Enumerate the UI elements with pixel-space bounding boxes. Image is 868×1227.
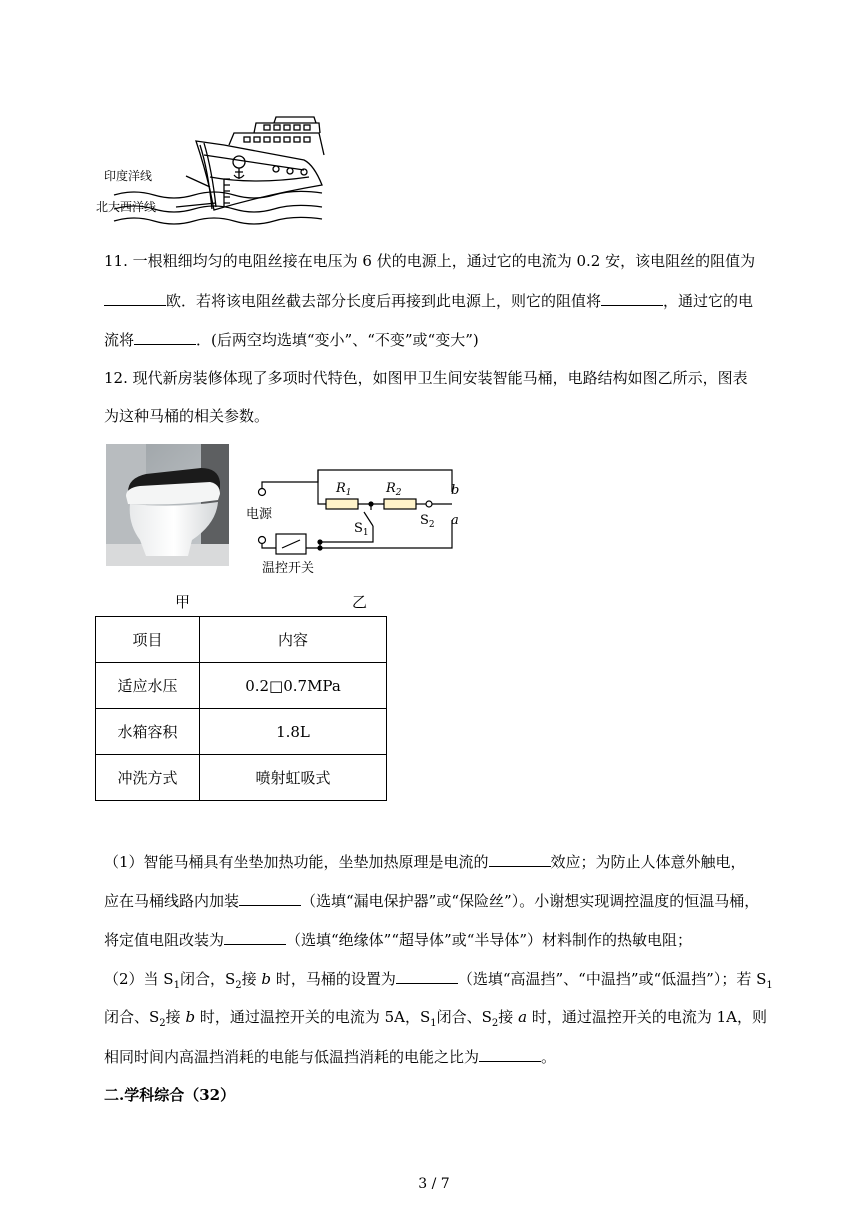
table-header-item: 项目 bbox=[96, 617, 200, 663]
answer-blank-resistance[interactable] bbox=[104, 290, 166, 306]
part1-line-2: 应在马桶线路内加装 （选填“漏电保护器”或“保险丝”）。小谢想实现调控温度的恒温马桶， bbox=[104, 892, 760, 910]
indian-ocean-line-label: 印度洋线 bbox=[104, 169, 153, 183]
q11-line-3: 流将 ．(后两空均选填“变小”、“不变”或“变大”) bbox=[104, 331, 479, 349]
page-number: 3 / 7 bbox=[418, 1176, 450, 1192]
s2-label: $S_2$ bbox=[420, 513, 435, 530]
north-atlantic-line-label: 北大西洋线 bbox=[96, 200, 157, 214]
table-row bbox=[96, 755, 387, 801]
s1-label: $S_1$ bbox=[354, 521, 369, 538]
parameter-table bbox=[95, 616, 387, 801]
caption-yi: 乙 bbox=[352, 593, 368, 611]
table-header-content: 内容 bbox=[200, 617, 387, 663]
table-cell: 喷射虹吸式 bbox=[200, 755, 387, 801]
terminal-a-label: a bbox=[451, 513, 459, 528]
ship-figure bbox=[96, 115, 329, 227]
caption-jia: 甲 bbox=[175, 593, 191, 611]
section-title: 二.学科综合（32） bbox=[104, 1086, 236, 1104]
q11-line-1: 11. 一根粗细均匀的电阻丝接在电压为 6 伏的电源上，通过它的电流为 0.2 安，该电阻丝的阻值为 bbox=[104, 252, 756, 270]
q12-line-2: 为这种马桶的相关参数。 bbox=[104, 407, 270, 425]
q11-line-2: 欧．若将该电阻丝截去部分长度后再接到此电源上，则它的阻值将 ，通过它的电 bbox=[104, 290, 753, 311]
q12-line-1: 12. 现代新房装修体现了多项时代特色，如图甲卫生间安装智能马桶，电路结构如图乙所示，图表 bbox=[104, 369, 748, 387]
answer-blank-protection-device[interactable] bbox=[239, 890, 301, 906]
power-source-label: 电源 bbox=[246, 507, 273, 522]
answer-blank-material[interactable] bbox=[224, 929, 286, 945]
answer-blank-current-effect[interactable] bbox=[489, 851, 551, 867]
table-cell: 0.2□0.7MPa bbox=[200, 663, 387, 709]
r2-label: $R_2$ bbox=[386, 481, 402, 498]
table-header-row bbox=[96, 617, 387, 663]
table-row bbox=[96, 663, 387, 709]
part2-line-1: （2）当 $S_1$闭合，$S_2$接 b 时，马桶的设置为 （选填“高温挡”、“中温挡”或“低温挡”）；若 $S_1$ bbox=[104, 970, 773, 991]
table-cell: 1.8L bbox=[200, 709, 387, 755]
r1-label: $R_1$ bbox=[336, 481, 352, 498]
part2-line-2: 闭合、$S_2$接 b 时，通过温控开关的电流为 5A，$S_1$闭合、$S_2$接 a 时，通过温控开关的电流为 1A，则 bbox=[104, 1008, 767, 1029]
thermo-switch-label: 温控开关 bbox=[262, 561, 315, 576]
part1-line-1: （1）智能马桶具有坐垫加热功能，坐垫加热原理是电流的 效应；为防止人体意外触电， bbox=[104, 853, 746, 871]
table-cell: 冲洗方式 bbox=[96, 755, 200, 801]
terminal-b-label: b bbox=[451, 483, 460, 498]
table-cell: 水箱容积 bbox=[96, 709, 200, 755]
table-cell: 适应水压 bbox=[96, 663, 200, 709]
answer-blank-heat-level[interactable] bbox=[396, 968, 458, 984]
answer-blank-current-change[interactable] bbox=[134, 329, 196, 345]
answer-blank-resistance-change[interactable] bbox=[601, 290, 663, 306]
part2-line-3: 相同时间内高温挡消耗的电能与低温挡消耗的电能之比为 。 bbox=[104, 1048, 557, 1066]
answer-blank-energy-ratio[interactable] bbox=[479, 1046, 541, 1062]
smart-toilet-photo bbox=[106, 444, 229, 566]
table-row bbox=[96, 709, 387, 755]
circuit-diagram bbox=[240, 462, 472, 582]
part1-line-3: 将定值电阻改装为 （选填“绝缘体”“超导体”或“半导体”）材料制作的热敏电阻； bbox=[104, 931, 693, 949]
